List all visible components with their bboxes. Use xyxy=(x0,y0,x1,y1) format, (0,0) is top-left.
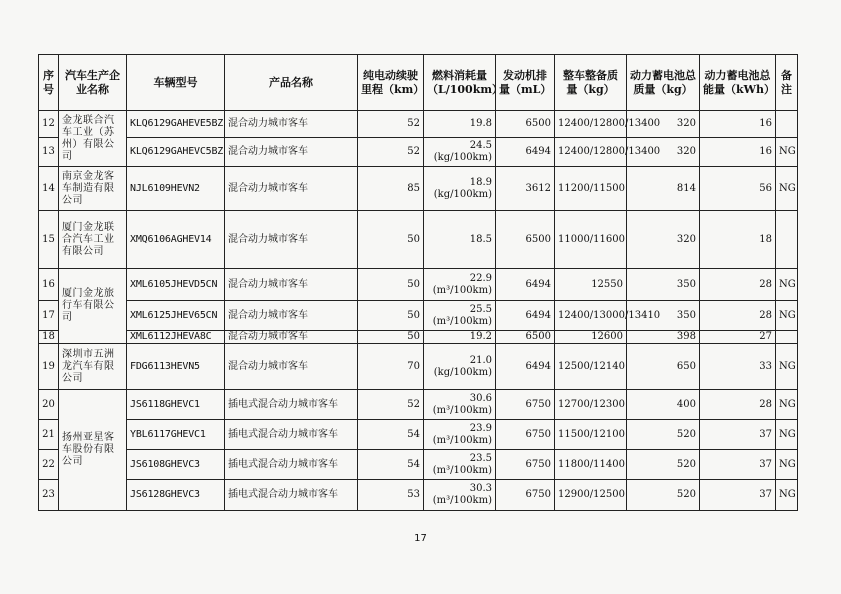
cell-range: 52 xyxy=(358,111,424,138)
cell-engine: 6750 xyxy=(496,390,555,420)
cell-note: NG xyxy=(776,301,798,331)
cell-maker: 厦门金龙旅行车有限公司 xyxy=(59,269,127,344)
vehicle-table xyxy=(38,54,798,511)
cell-range: 50 xyxy=(358,269,424,301)
cell-mass: 12400/12800/13400 xyxy=(555,111,627,138)
cell-mass: 11200/11500 xyxy=(555,167,627,211)
cell-battery-energy: 37 xyxy=(700,420,776,450)
cell-mass: 11000/11600 xyxy=(555,211,627,269)
col-header-battery-energy: 动力蓄电池总能量（kWh） xyxy=(700,55,776,111)
cell-mass: 12400/13000/13410 xyxy=(555,301,627,331)
cell-engine: 3612 xyxy=(496,167,555,211)
cell-product: 插电式混合动力城市客车 xyxy=(225,390,358,420)
cell-seq: 16 xyxy=(39,269,59,301)
cell-product: 混合动力城市客车 xyxy=(225,269,358,301)
cell-model: XMQ6106AGHEV14 xyxy=(127,211,225,269)
table-row xyxy=(39,111,798,138)
cell-model: JS6108GHEVC3 xyxy=(127,450,225,480)
col-header-product: 产品名称 xyxy=(225,55,358,111)
col-header-engine: 发动机排量（mL） xyxy=(496,55,555,111)
col-header-range: 纯电动续驶里程（km） xyxy=(358,55,424,111)
cell-engine: 6494 xyxy=(496,301,555,331)
fuel-unit: (m³/100km) xyxy=(432,404,492,416)
cell-range: 70 xyxy=(358,344,424,390)
col-header-note: 备注 xyxy=(776,55,798,111)
cell-battery-mass: 320 xyxy=(627,138,700,167)
cell-fuel xyxy=(424,269,496,301)
fuel-value: 30.3 xyxy=(469,483,492,494)
cell-mass: 12900/12500 xyxy=(555,480,627,511)
cell-mass: 12700/12300 xyxy=(555,390,627,420)
cell-model: JS6118GHEVC1 xyxy=(127,390,225,420)
fuel-value: 24.5 xyxy=(469,140,492,151)
fuel-value: 19.8 xyxy=(469,118,492,129)
cell-battery-mass: 400 xyxy=(627,390,700,420)
fuel-unit: (m³/100km) xyxy=(432,284,492,296)
col-header-model: 车辆型号 xyxy=(127,55,225,111)
cell-fuel xyxy=(424,390,496,420)
cell-maker: 南京金龙客车制造有限公司 xyxy=(59,167,127,211)
cell-fuel xyxy=(424,211,496,269)
cell-seq: 14 xyxy=(39,167,59,211)
cell-model: JS6128GHEVC3 xyxy=(127,480,225,511)
cell-engine: 6500 xyxy=(496,111,555,138)
cell-product: 混合动力城市客车 xyxy=(225,211,358,269)
cell-model: FDG6113HEVN5 xyxy=(127,344,225,390)
cell-battery-energy: 37 xyxy=(700,480,776,511)
table-row xyxy=(39,301,798,331)
cell-model: KLQ6129GAHEVE5BZ xyxy=(127,111,225,138)
fuel-unit: (kg/100km) xyxy=(433,152,492,163)
cell-seq: 17 xyxy=(39,301,59,331)
col-header-fuel: 燃料消耗量（L/100km） xyxy=(424,55,496,111)
cell-seq: 18 xyxy=(39,331,59,344)
fuel-unit: (m³/100km) xyxy=(432,464,492,476)
cell-battery-energy: 56 xyxy=(700,167,776,211)
table-row xyxy=(39,138,798,167)
cell-battery-mass: 398 xyxy=(627,331,700,344)
cell-note xyxy=(776,211,798,269)
cell-fuel xyxy=(424,480,496,511)
cell-product: 混合动力城市客车 xyxy=(225,301,358,331)
table-row xyxy=(39,450,798,480)
fuel-value: 19.2 xyxy=(469,331,492,342)
cell-range: 54 xyxy=(358,420,424,450)
col-header-mass: 整车整备质量（kg） xyxy=(555,55,627,111)
cell-product: 混合动力城市客车 xyxy=(225,138,358,167)
cell-mass: 12550 xyxy=(555,269,627,301)
cell-product: 混合动力城市客车 xyxy=(225,111,358,138)
cell-engine: 6494 xyxy=(496,269,555,301)
cell-note: NG xyxy=(776,420,798,450)
table-row xyxy=(39,420,798,450)
table-row xyxy=(39,480,798,511)
cell-maker: 深圳市五洲龙汽车有限公司 xyxy=(59,344,127,390)
fuel-unit: (m³/100km) xyxy=(432,495,492,506)
cell-mass: 12500/12140 xyxy=(555,344,627,390)
fuel-unit: (m³/100km) xyxy=(432,434,492,446)
cell-note: NG xyxy=(776,480,798,511)
cell-battery-energy: 37 xyxy=(700,450,776,480)
cell-model: XML6112JHEVA8C xyxy=(127,331,225,344)
cell-maker: 金龙联合汽车工业（苏州）有限公司 xyxy=(59,111,127,167)
cell-engine: 6494 xyxy=(496,138,555,167)
cell-range: 52 xyxy=(358,390,424,420)
cell-battery-mass: 520 xyxy=(627,420,700,450)
cell-fuel xyxy=(424,301,496,331)
table-row xyxy=(39,390,798,420)
table-row xyxy=(39,331,798,344)
cell-battery-mass: 520 xyxy=(627,450,700,480)
cell-range: 53 xyxy=(358,480,424,511)
col-header-seq: 序号 xyxy=(39,55,59,111)
cell-note: NG xyxy=(776,167,798,211)
cell-range: 50 xyxy=(358,211,424,269)
cell-mass: 11500/12100 xyxy=(555,420,627,450)
cell-mass: 12600 xyxy=(555,331,627,344)
cell-battery-mass: 320 xyxy=(627,111,700,138)
cell-battery-mass: 814 xyxy=(627,167,700,211)
fuel-value: 23.5 xyxy=(469,452,492,464)
cell-seq: 23 xyxy=(39,480,59,511)
cell-note: NG xyxy=(776,138,798,167)
fuel-unit: (kg/100km) xyxy=(433,188,492,200)
table-row xyxy=(39,269,798,301)
cell-product: 混合动力城市客车 xyxy=(225,331,358,344)
cell-product: 插电式混合动力城市客车 xyxy=(225,450,358,480)
cell-battery-energy: 28 xyxy=(700,301,776,331)
cell-product: 混合动力城市客车 xyxy=(225,344,358,390)
fuel-value: 18.5 xyxy=(469,233,492,245)
fuel-unit: (kg/100km) xyxy=(433,366,492,378)
cell-battery-energy: 16 xyxy=(700,138,776,167)
cell-battery-mass: 350 xyxy=(627,301,700,331)
cell-seq: 15 xyxy=(39,211,59,269)
cell-range: 50 xyxy=(358,331,424,344)
cell-product: 插电式混合动力城市客车 xyxy=(225,420,358,450)
cell-mass: 11800/11400 xyxy=(555,450,627,480)
cell-battery-mass: 650 xyxy=(627,344,700,390)
col-header-battery-mass: 动力蓄电池总质量（kg） xyxy=(627,55,700,111)
table-row xyxy=(39,167,798,211)
cell-product: 混合动力城市客车 xyxy=(225,167,358,211)
cell-fuel xyxy=(424,111,496,138)
cell-fuel xyxy=(424,450,496,480)
cell-battery-energy: 33 xyxy=(700,344,776,390)
fuel-value: 22.9 xyxy=(469,272,492,284)
cell-model: XML6125JHEV65CN xyxy=(127,301,225,331)
cell-seq: 21 xyxy=(39,420,59,450)
cell-seq: 13 xyxy=(39,138,59,167)
col-header-maker: 汽车生产企业名称 xyxy=(59,55,127,111)
fuel-value: 18.9 xyxy=(469,176,492,188)
cell-seq: 12 xyxy=(39,111,59,138)
table-row xyxy=(39,211,798,269)
cell-engine: 6500 xyxy=(496,331,555,344)
cell-fuel xyxy=(424,331,496,344)
cell-seq: 22 xyxy=(39,450,59,480)
cell-maker: 厦门金龙联合汽车工业有限公司 xyxy=(59,211,127,269)
fuel-unit: (m³/100km) xyxy=(432,315,492,327)
cell-fuel xyxy=(424,344,496,390)
cell-engine: 6494 xyxy=(496,344,555,390)
cell-note: NG xyxy=(776,344,798,390)
fuel-value: 23.9 xyxy=(469,422,492,434)
cell-note: NG xyxy=(776,269,798,301)
cell-battery-mass: 520 xyxy=(627,480,700,511)
table-row xyxy=(39,344,798,390)
page-number: 17 xyxy=(414,533,427,544)
cell-model: NJL6109HEVN2 xyxy=(127,167,225,211)
cell-note: NG xyxy=(776,390,798,420)
cell-note: NG xyxy=(776,450,798,480)
cell-battery-energy: 27 xyxy=(700,331,776,344)
cell-seq: 19 xyxy=(39,344,59,390)
cell-engine: 6750 xyxy=(496,420,555,450)
cell-engine: 6750 xyxy=(496,450,555,480)
cell-mass: 12400/12800/13400 xyxy=(555,138,627,167)
cell-battery-energy: 16 xyxy=(700,111,776,138)
cell-battery-energy: 28 xyxy=(700,269,776,301)
cell-note xyxy=(776,331,798,344)
cell-range: 52 xyxy=(358,138,424,167)
cell-fuel xyxy=(424,138,496,167)
cell-maker: 扬州亚星客车股份有限公司 xyxy=(59,390,127,511)
cell-range: 54 xyxy=(358,450,424,480)
cell-fuel xyxy=(424,167,496,211)
cell-model: KLQ6129GAHEVC5BZ xyxy=(127,138,225,167)
cell-battery-energy: 28 xyxy=(700,390,776,420)
fuel-value: 25.5 xyxy=(469,303,492,315)
cell-product: 插电式混合动力城市客车 xyxy=(225,480,358,511)
cell-battery-mass: 350 xyxy=(627,269,700,301)
cell-battery-energy: 18 xyxy=(700,211,776,269)
cell-note xyxy=(776,111,798,138)
cell-fuel xyxy=(424,420,496,450)
fuel-value: 30.6 xyxy=(469,392,492,404)
header-row xyxy=(39,55,798,111)
cell-seq: 20 xyxy=(39,390,59,420)
cell-engine: 6750 xyxy=(496,480,555,511)
cell-model: XML6105JHEVD5CN xyxy=(127,269,225,301)
fuel-value: 21.0 xyxy=(469,354,492,366)
cell-model: YBL6117GHEVC1 xyxy=(127,420,225,450)
cell-range: 85 xyxy=(358,167,424,211)
cell-engine: 6500 xyxy=(496,211,555,269)
cell-range: 50 xyxy=(358,301,424,331)
cell-battery-mass: 320 xyxy=(627,211,700,269)
